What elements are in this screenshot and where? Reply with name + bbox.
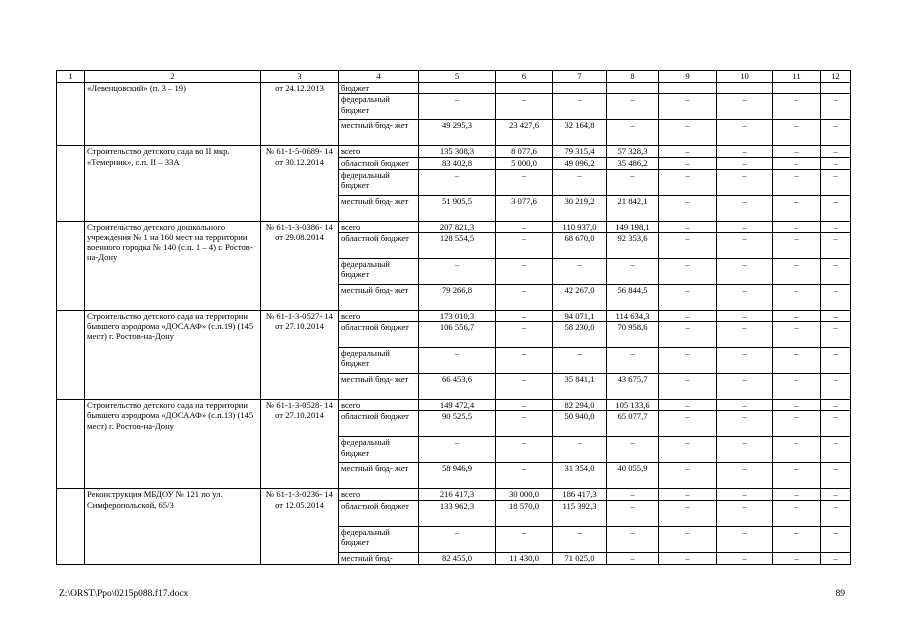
amount-cell: 79 266,8	[419, 284, 496, 310]
column-number: 12	[821, 71, 851, 83]
amount-cell: –	[821, 221, 851, 232]
document-ref-cell: № 61-1-3-0236- 14 от 12.05.2014	[261, 489, 339, 564]
column-number: 7	[553, 71, 607, 83]
amount-cell: –	[496, 232, 553, 258]
document-ref-cell: № 61-1-3-0527- 14 от 27.10.2014	[261, 310, 339, 399]
amount-cell	[717, 83, 773, 94]
amount-cell: 18 570,0	[496, 500, 553, 526]
amount-cell: –	[821, 146, 851, 157]
amount-cell: 94 071,1	[553, 310, 607, 321]
amount-cell: 56 844,5	[607, 284, 659, 310]
object-name-cell: «Левенцовский» (п. 3 – 19)	[85, 83, 261, 146]
amount-cell: –	[773, 94, 821, 120]
amount-cell: –	[821, 526, 851, 552]
amount-cell: 35 486,2	[607, 157, 659, 169]
amount-cell: –	[607, 120, 659, 146]
row-index-cell	[57, 221, 85, 310]
amount-cell: –	[717, 500, 773, 526]
funding-source-cell: областной бюджет	[339, 500, 419, 526]
funding-source-cell: областной бюджет	[339, 157, 419, 169]
amount-cell: –	[773, 400, 821, 411]
funding-source-cell: местный бюд- жет	[339, 284, 419, 310]
table-row	[57, 221, 851, 232]
amount-cell: –	[717, 526, 773, 552]
table-row	[57, 83, 851, 94]
amount-cell: –	[773, 258, 821, 284]
amount-cell: –	[773, 374, 821, 400]
funding-source-cell: федеральный бюджет	[339, 348, 419, 374]
amount-cell: –	[821, 463, 851, 489]
amount-cell: –	[821, 258, 851, 284]
amount-cell	[659, 83, 717, 94]
amount-cell: –	[717, 322, 773, 348]
amount-cell: 58 230,0	[553, 322, 607, 348]
amount-cell: –	[821, 284, 851, 310]
budget-table-sheet	[56, 70, 850, 565]
amount-cell: –	[717, 437, 773, 463]
amount-cell: 92 353,6	[607, 232, 659, 258]
amount-cell: –	[717, 463, 773, 489]
amount-cell: –	[821, 374, 851, 400]
row-index-cell	[57, 489, 85, 564]
amount-cell: 70 958,6	[607, 322, 659, 348]
amount-cell: –	[773, 310, 821, 321]
amount-cell: –	[773, 552, 821, 564]
amount-cell: –	[717, 489, 773, 500]
amount-cell: 128 554,5	[419, 232, 496, 258]
amount-cell: –	[659, 552, 717, 564]
amount-cell: –	[717, 284, 773, 310]
amount-cell: –	[659, 232, 717, 258]
amount-cell: –	[607, 169, 659, 195]
amount-cell: –	[717, 94, 773, 120]
amount-cell: –	[821, 120, 851, 146]
amount-cell: –	[717, 374, 773, 400]
amount-cell: –	[717, 195, 773, 221]
amount-cell: –	[419, 526, 496, 552]
amount-cell: –	[607, 348, 659, 374]
amount-cell: –	[607, 489, 659, 500]
amount-cell: –	[821, 489, 851, 500]
amount-cell: –	[821, 411, 851, 437]
column-number: 10	[717, 71, 773, 83]
amount-cell	[607, 83, 659, 94]
amount-cell: –	[659, 120, 717, 146]
object-name-cell: Строительство детского дошкольного учреждения № 1 на 160 мест на территории военного городка № 140 (с.п. 1 – 4) г. Ростов-на-Дону	[85, 221, 261, 310]
amount-cell: –	[607, 552, 659, 564]
funding-source-cell: федеральный бюджет	[339, 258, 419, 284]
column-number: 1	[57, 71, 85, 83]
amount-cell: 31 354,0	[553, 463, 607, 489]
amount-cell: 40 055,9	[607, 463, 659, 489]
amount-cell: –	[496, 94, 553, 120]
amount-cell: –	[773, 411, 821, 437]
amount-cell: –	[607, 258, 659, 284]
amount-cell: 90 525,5	[419, 411, 496, 437]
amount-cell: –	[773, 157, 821, 169]
amount-cell: 32 164,8	[553, 120, 607, 146]
amount-cell: –	[659, 310, 717, 321]
amount-cell: –	[821, 310, 851, 321]
document-ref-cell: № 61-1-3-0528- 14 от 27.10.2014	[261, 400, 339, 489]
amount-cell: –	[607, 526, 659, 552]
amount-cell: –	[659, 437, 717, 463]
amount-cell: 49 295,3	[419, 120, 496, 146]
amount-cell: 5 000,0	[496, 157, 553, 169]
object-name-cell: Строительство детского сада на территории бывшего аэродрома «ДОСААФ» (с.п.13) (145 мест) г. Ростов-на-Дону	[85, 400, 261, 489]
funding-source-cell: местный бюд- жет	[339, 463, 419, 489]
amount-cell: –	[773, 500, 821, 526]
amount-cell: –	[821, 94, 851, 120]
object-name-cell: Реконструкция МБДОУ № 121 по ул. Симферопольской, 65/3	[85, 489, 261, 564]
amount-cell	[773, 83, 821, 94]
budget-table	[56, 70, 851, 565]
amount-cell: –	[496, 374, 553, 400]
column-number: 6	[496, 71, 553, 83]
amount-cell: –	[496, 526, 553, 552]
amount-cell	[553, 83, 607, 94]
amount-cell: –	[717, 221, 773, 232]
amount-cell: –	[773, 437, 821, 463]
amount-cell: –	[496, 221, 553, 232]
amount-cell: –	[821, 322, 851, 348]
amount-cell: 35 841,1	[553, 374, 607, 400]
amount-cell	[419, 83, 496, 94]
amount-cell: –	[659, 500, 717, 526]
funding-source-cell: всего	[339, 146, 419, 157]
amount-cell: –	[419, 169, 496, 195]
amount-cell: –	[496, 310, 553, 321]
amount-cell: –	[496, 400, 553, 411]
column-number: 4	[339, 71, 419, 83]
amount-cell: 30 000,0	[496, 489, 553, 500]
funding-source-cell: бюджет	[339, 83, 419, 94]
amount-cell: 82 455,0	[419, 552, 496, 564]
amount-cell: 30 219,2	[553, 195, 607, 221]
amount-cell: 11 430,0	[496, 552, 553, 564]
column-number: 11	[773, 71, 821, 83]
row-index-cell	[57, 146, 85, 221]
funding-source-cell: местный бюд- жет	[339, 120, 419, 146]
amount-cell: –	[717, 348, 773, 374]
amount-cell: 133 962,3	[419, 500, 496, 526]
column-number: 9	[659, 71, 717, 83]
column-number-row	[57, 71, 851, 83]
amount-cell: –	[717, 258, 773, 284]
amount-cell: –	[821, 195, 851, 221]
amount-cell: –	[717, 169, 773, 195]
table-row	[57, 489, 851, 500]
amount-cell: 149 472,4	[419, 400, 496, 411]
amount-cell: –	[717, 552, 773, 564]
object-name-cell: Строительство детского сада во II мкр. «Темерник», с.п. II – 33А	[85, 146, 261, 221]
amount-cell: –	[821, 232, 851, 258]
amount-cell: –	[659, 146, 717, 157]
table-row	[57, 310, 851, 321]
amount-cell: –	[496, 258, 553, 284]
amount-cell: –	[717, 232, 773, 258]
amount-cell: –	[717, 146, 773, 157]
amount-cell	[821, 83, 851, 94]
amount-cell: –	[773, 489, 821, 500]
amount-cell: 58 946,9	[419, 463, 496, 489]
amount-cell: 51 905,5	[419, 195, 496, 221]
amount-cell: –	[419, 258, 496, 284]
page-number: 89	[835, 589, 845, 599]
amount-cell: –	[773, 232, 821, 258]
amount-cell: –	[659, 411, 717, 437]
amount-cell: –	[773, 284, 821, 310]
amount-cell: –	[821, 157, 851, 169]
amount-cell: –	[553, 348, 607, 374]
amount-cell: –	[419, 94, 496, 120]
amount-cell: –	[659, 284, 717, 310]
amount-cell: –	[553, 258, 607, 284]
amount-cell: –	[496, 348, 553, 374]
amount-cell: –	[773, 463, 821, 489]
amount-cell: 71 025,0	[553, 552, 607, 564]
amount-cell: 173 010,3	[419, 310, 496, 321]
funding-source-cell: местный бюд- жет	[339, 374, 419, 400]
amount-cell: –	[773, 169, 821, 195]
funding-source-cell: федеральный бюджет	[339, 437, 419, 463]
amount-cell: 23 427,6	[496, 120, 553, 146]
funding-source-cell: областной бюджет	[339, 232, 419, 258]
amount-cell: –	[659, 322, 717, 348]
document-ref-cell: № 61-1-3-0386- 14 от 29.08.2014	[261, 221, 339, 310]
amount-cell: 105 133,6	[607, 400, 659, 411]
column-number: 2	[85, 71, 261, 83]
amount-cell: –	[659, 374, 717, 400]
amount-cell: –	[496, 437, 553, 463]
funding-source-cell: всего	[339, 310, 419, 321]
row-index-cell	[57, 83, 85, 146]
amount-cell: 8 077,6	[496, 146, 553, 157]
amount-cell: –	[659, 348, 717, 374]
amount-cell: 216 417,3	[419, 489, 496, 500]
table-row	[57, 400, 851, 411]
amount-cell: 186 417,3	[553, 489, 607, 500]
amount-cell: 21 842,1	[607, 195, 659, 221]
amount-cell: 106 556,7	[419, 322, 496, 348]
amount-cell: –	[659, 258, 717, 284]
amount-cell: –	[553, 94, 607, 120]
amount-cell: –	[773, 221, 821, 232]
amount-cell: 65 077,7	[607, 411, 659, 437]
amount-cell: –	[553, 169, 607, 195]
funding-source-cell: областной бюджет	[339, 322, 419, 348]
amount-cell: –	[821, 400, 851, 411]
funding-source-cell: местный бюд-	[339, 552, 419, 564]
row-index-cell	[57, 310, 85, 399]
amount-cell: –	[496, 322, 553, 348]
amount-cell: 114 634,3	[607, 310, 659, 321]
funding-source-cell: всего	[339, 489, 419, 500]
amount-cell: 207 821,3	[419, 221, 496, 232]
amount-cell: –	[821, 348, 851, 374]
amount-cell: 49 096,2	[553, 157, 607, 169]
amount-cell: –	[717, 157, 773, 169]
amount-cell: –	[553, 437, 607, 463]
amount-cell: 79 315,4	[553, 146, 607, 157]
amount-cell: –	[773, 146, 821, 157]
amount-cell: –	[659, 94, 717, 120]
amount-cell: –	[773, 195, 821, 221]
amount-cell: –	[659, 157, 717, 169]
amount-cell: –	[773, 120, 821, 146]
amount-cell: –	[659, 526, 717, 552]
amount-cell: –	[659, 195, 717, 221]
amount-cell: 3 077,6	[496, 195, 553, 221]
amount-cell: –	[659, 221, 717, 232]
amount-cell: 110 937,0	[553, 221, 607, 232]
amount-cell: –	[717, 400, 773, 411]
amount-cell: 115 392,3	[553, 500, 607, 526]
amount-cell: –	[773, 348, 821, 374]
amount-cell: 42 267,0	[553, 284, 607, 310]
amount-cell: –	[553, 526, 607, 552]
column-number: 3	[261, 71, 339, 83]
amount-cell: 82 294,0	[553, 400, 607, 411]
amount-cell: 50 940,0	[553, 411, 607, 437]
funding-source-cell: федеральный бюджет	[339, 94, 419, 120]
amount-cell: –	[659, 463, 717, 489]
amount-cell: 57 328,3	[607, 146, 659, 157]
amount-cell: 68 670,0	[553, 232, 607, 258]
table-row	[57, 146, 851, 157]
amount-cell: –	[659, 489, 717, 500]
amount-cell: 83 402,8	[419, 157, 496, 169]
amount-cell: –	[717, 411, 773, 437]
amount-cell: –	[659, 400, 717, 411]
amount-cell: –	[821, 552, 851, 564]
document-ref-cell: № 61-1-5-0689- 14 от 30.12.2014	[261, 146, 339, 221]
funding-source-cell: федеральный бюджет	[339, 526, 419, 552]
column-number: 5	[419, 71, 496, 83]
amount-cell: 135 308,3	[419, 146, 496, 157]
funding-source-cell: федеральный бюджет	[339, 169, 419, 195]
amount-cell: –	[821, 500, 851, 526]
funding-source-cell: всего	[339, 400, 419, 411]
row-index-cell	[57, 400, 85, 489]
funding-source-cell: местный бюд- жет	[339, 195, 419, 221]
amount-cell: –	[607, 437, 659, 463]
amount-cell: –	[821, 437, 851, 463]
amount-cell	[496, 83, 553, 94]
column-number: 8	[607, 71, 659, 83]
amount-cell: 149 198,1	[607, 221, 659, 232]
amount-cell: –	[607, 94, 659, 120]
amount-cell: –	[607, 500, 659, 526]
amount-cell: –	[496, 463, 553, 489]
document-ref-cell: от 24.12.2013	[261, 83, 339, 146]
amount-cell: –	[659, 169, 717, 195]
amount-cell: –	[496, 284, 553, 310]
amount-cell: 66 453,6	[419, 374, 496, 400]
object-name-cell: Строительство детского сада на территории бывшего аэродрома «ДОСААФ» (с.п.19) (145 мест) г. Ростов-на-Дону	[85, 310, 261, 399]
amount-cell: –	[717, 310, 773, 321]
amount-cell: –	[821, 169, 851, 195]
file-path: Z:\ORST\Ppo\0215p088.f17.docx	[59, 589, 189, 599]
funding-source-cell: всего	[339, 221, 419, 232]
amount-cell: –	[773, 526, 821, 552]
amount-cell: –	[773, 322, 821, 348]
funding-source-cell: областной бюджет	[339, 411, 419, 437]
amount-cell: –	[717, 120, 773, 146]
amount-cell: –	[419, 437, 496, 463]
amount-cell: –	[419, 348, 496, 374]
amount-cell: –	[496, 169, 553, 195]
amount-cell: –	[496, 411, 553, 437]
amount-cell: 43 675,7	[607, 374, 659, 400]
